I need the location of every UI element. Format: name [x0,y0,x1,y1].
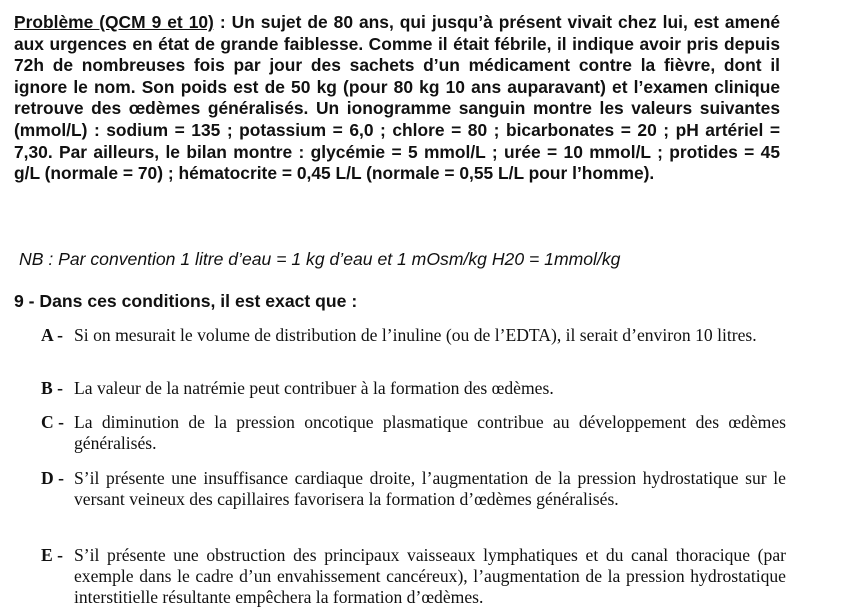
option-letter: E - [41,545,63,565]
option-letter: A - [41,325,63,345]
option-letter: B - [41,378,63,398]
option-text: La diminution de la pression oncotique plasmatique contribue au développement des œdèmes généralisés. [74,412,786,453]
question-heading: 9 - Dans ces conditions, il est exact que : [14,291,358,311]
option-text: S’il présente une insuffisance cardiaque droite, l’augmentation de la pression hydrostatique sur le versant veineux des capillaires favorisera la formation d’œdèmes généralisés. [74,468,786,509]
option-text: Si on mesurait le volume de distribution de l’inuline (ou de l’EDTA), il serait d’environ 10 litres. [74,325,757,345]
option-text: La valeur de la natrémie peut contribuer à la formation des œdèmes. [74,378,554,398]
option-b [41,378,786,399]
option-a [41,325,786,346]
option-e [41,545,786,608]
option-letter: D - [41,468,64,488]
problem-text: : Un sujet de 80 ans, qui jusqu’à présent vivait chez lui, est amené aux urgences en état de grande faiblesse. Comme il était fébrile, il indique avoir pris depuis 72h de nombreuses fois par jour des sachets d’un médicament contre la fièvre, dont il ignore le nom. Son poids est de 50 kg (pour 80 kg 10 ans auparavant) et l’examen clinique retrouve des œdèmes généralisés. Un ionogramme sanguin montre les valeurs suivantes (mmol/L) : sodium = 135 ; potassium = 6,0 ; chlore = 80 ; bicarbonates = 20 ; pH artériel = 7,30. Par ailleurs, le bilan montre : glycémie = 5 mmol/L ; urée = 10 mmol/L ; protides = 45 g/L (normale = 70) ; hématocrite = 0,45 L/L (normale = 0,55 L/L pour l’homme). [14,12,780,184]
problem-statement [14,12,780,185]
option-d [41,468,786,510]
nb-note: NB : Par convention 1 litre d’eau = 1 kg d’eau et 1 mOsm/kg H20 = 1mmol/kg [19,249,621,269]
option-c [41,412,786,454]
problem-title: Problème (QCM 9 et 10) [14,12,214,32]
option-letter: C - [41,412,64,432]
option-text: S’il présente une obstruction des principaux vaisseaux lymphatiques et du canal thoracique (par exemple dans le cadre d’un envahissement cancéreux), l’augmentation de la pression hydrostatique interstitielle résultante empêchera la formation d’œdèmes. [74,545,786,607]
